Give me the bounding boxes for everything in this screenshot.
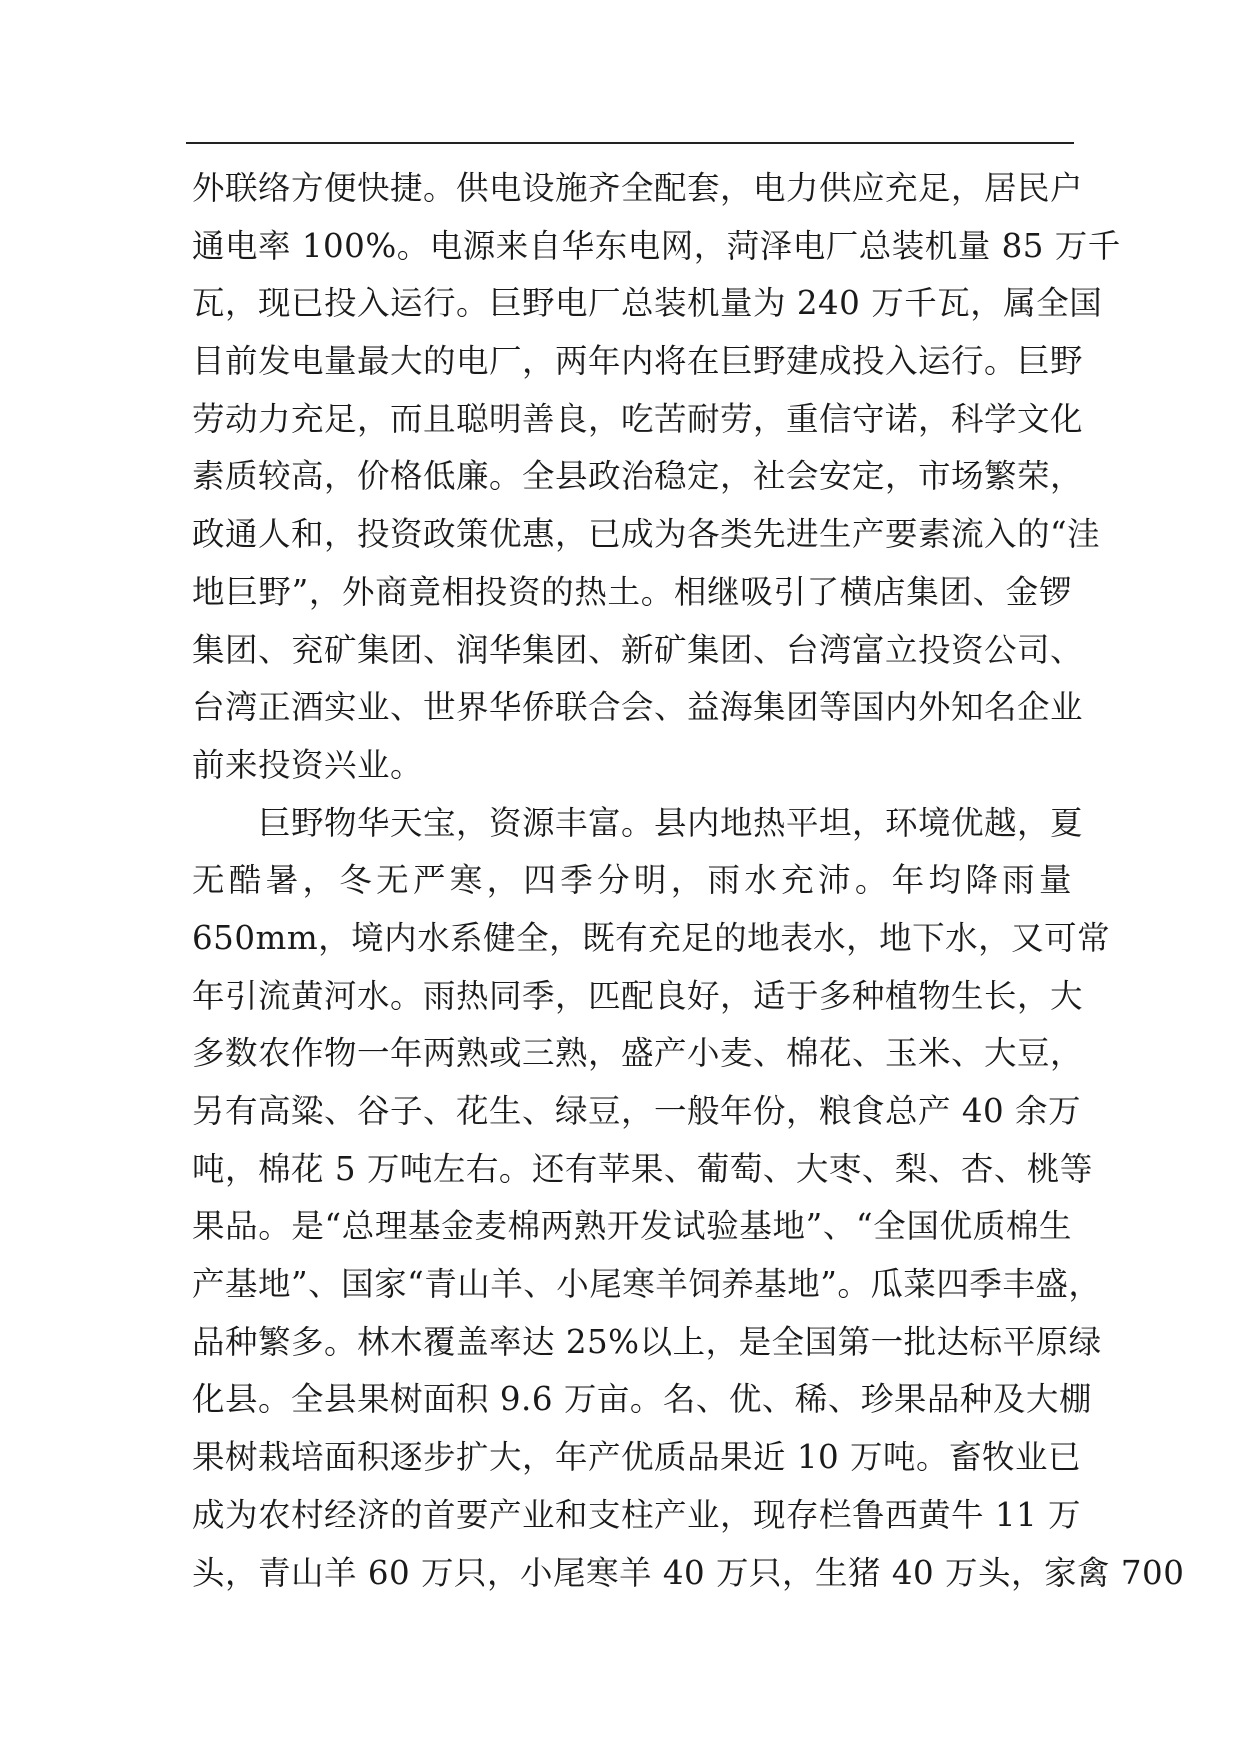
text-line: 头，青山羊 60 万只，小尾寒羊 40 万只，生猪 40 万头，家禽 700 bbox=[192, 1553, 1185, 1592]
text-line: 另有高粱、谷子、花生、绿豆，一般年份，粮食总产 40 余万 bbox=[192, 1092, 1082, 1130]
text-line: 果树栽培面积逐步扩大，年产优质品果近 10 万吨。畜牧业已 bbox=[192, 1438, 1082, 1477]
text-line: 台湾正酒实业、世界华侨联合会、益海集团等国内外知名企业 bbox=[192, 688, 1084, 727]
text-line: 通电率 100%。电源来自华东电网，菏泽电厂总装机量 85 万千 bbox=[192, 226, 1121, 265]
text-line: 果品。是“总理基金麦棉两熟开发试验基地”、“全国优质棉生 bbox=[192, 1207, 1072, 1246]
text-line: 无酷暑，冬无严寒，四季分明，雨水充沛。年均降雨量 bbox=[192, 861, 1072, 900]
text-line: 集团、兖矿集团、润华集团、新矿集团、台湾富立投资公司、 bbox=[192, 630, 1084, 669]
text-line: 前来投资兴业。 bbox=[192, 745, 424, 784]
text-line: 多数农作物一年两熟或三熟，盛产小麦、棉花、玉米、大豆， bbox=[192, 1034, 1084, 1073]
header-rule bbox=[186, 142, 1074, 144]
text-line: 巨野物华天宝，资源丰富。县内地热平坦，环境优越，夏 bbox=[258, 803, 1084, 842]
text-line: 成为农村经济的首要产业和支柱产业，现存栏鲁西黄牛 11 万 bbox=[192, 1495, 1082, 1534]
text-line: 品种繁多。林木覆盖率达 25%以上，是全国第一批达标平原绿 bbox=[192, 1322, 1102, 1361]
text-line: 目前发电量最大的电厂，两年内将在巨野建成投入运行。巨野 bbox=[192, 342, 1084, 381]
document-body bbox=[192, 160, 1185, 1602]
text-line: 劳动力充足，而且聪明善良，吃苦耐劳，重信守诺，科学文化 bbox=[192, 399, 1084, 438]
text-line: 地巨野”，外商竟相投资的热土。相继吸引了横店集团、金锣 bbox=[192, 572, 1072, 611]
text-line: 政通人和，投资政策优惠，已成为各类先进生产要素流入的“洼 bbox=[192, 515, 1101, 554]
text-line: 吨，棉花 5 万吨左右。还有苹果、葡萄、大枣、梨、杏、桃等 bbox=[192, 1149, 1093, 1188]
paragraph-resources bbox=[192, 795, 1185, 1603]
text-line: 外联络方便快捷。供电设施齐全配套，电力供应充足，居民户 bbox=[192, 169, 1084, 207]
text-line: 产基地”、国家“青山羊、小尾寒羊饲养基地”。瓜菜四季丰盛， bbox=[192, 1265, 1102, 1304]
text-line: 素质较高，价格低廉。全县政治稳定，社会安定，市场繁荣， bbox=[192, 457, 1084, 496]
text-line: 瓦，现已投入运行。巨野电厂总装机量为 240 万千瓦，属全国 bbox=[192, 284, 1103, 323]
text-line: 化县。全县果树面积 9.6 万亩。名、优、稀、珍果品种及大棚 bbox=[192, 1380, 1092, 1419]
paragraph-infrastructure bbox=[192, 160, 1121, 795]
text-line: 650mm，境内水系健全，既有充足的地表水，地下水，又可常 bbox=[192, 918, 1111, 957]
text-line: 年引流黄河水。雨热同季，匹配良好，适于多种植物生长，大 bbox=[192, 976, 1084, 1015]
